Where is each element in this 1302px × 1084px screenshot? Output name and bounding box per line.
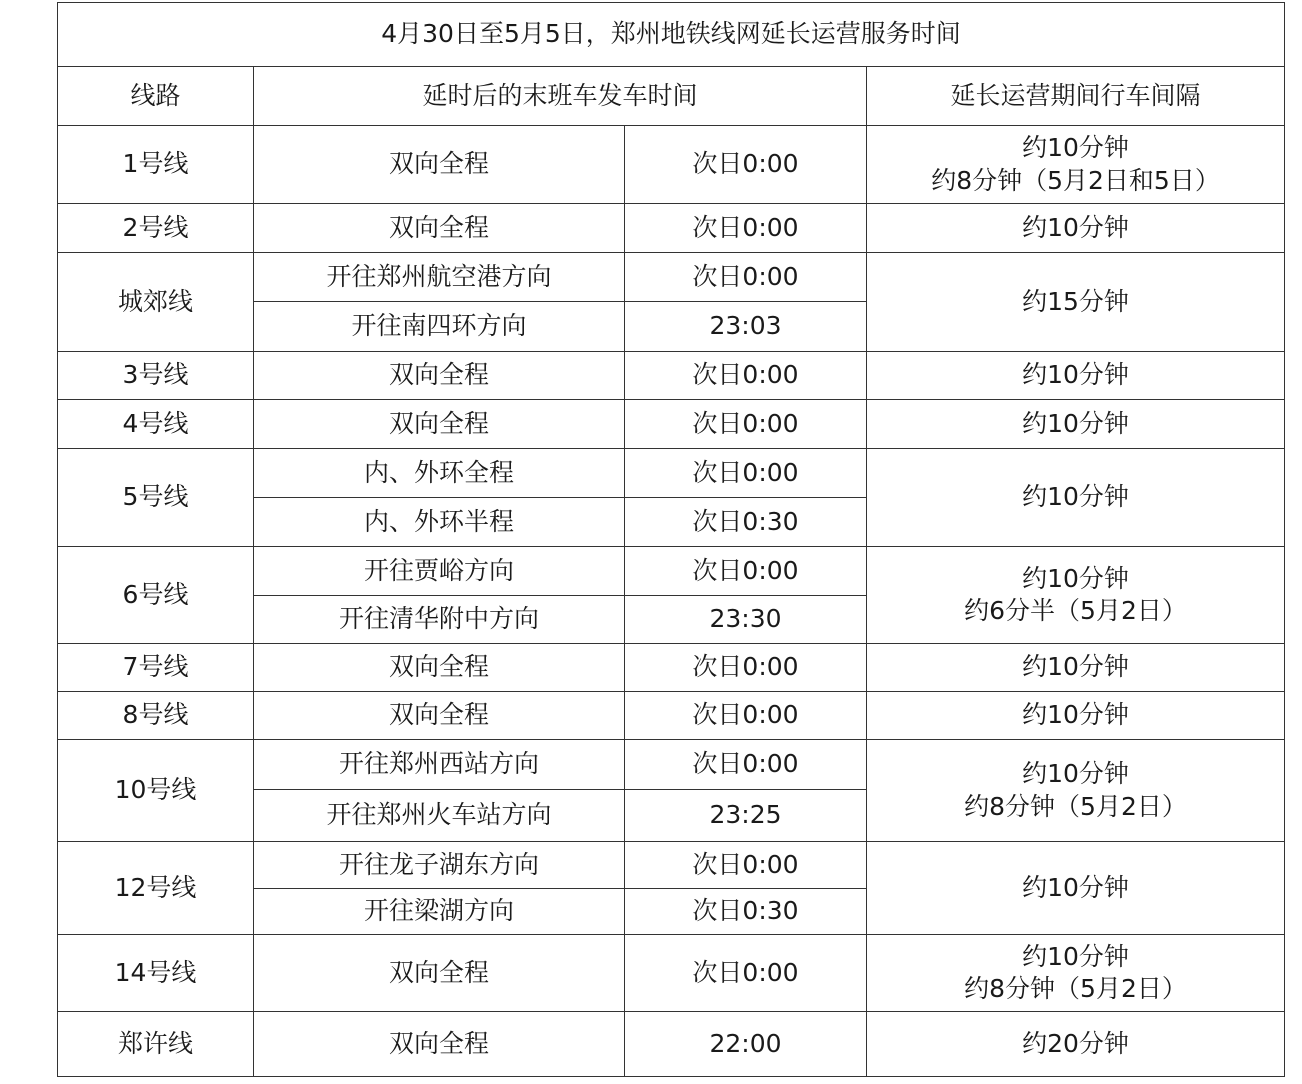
interval-text: 约8分钟（5月2日和5日）	[931, 165, 1220, 195]
interval-text: 约15分钟	[1022, 286, 1129, 316]
interval-text: 约10分钟	[1022, 212, 1129, 242]
line-name: 5号线	[58, 449, 254, 547]
interval-text: 约10分钟	[1022, 133, 1129, 162]
last-train-time: 次日0:30	[625, 498, 867, 547]
interval-text: 约8分钟（5月2日）	[964, 974, 1187, 1003]
interval-cell	[867, 352, 1285, 400]
direction: 开往梁湖方向	[254, 889, 625, 935]
line-name: 8号线	[58, 692, 254, 740]
interval-text: 约10分钟	[1022, 759, 1129, 788]
interval-text: 约10分钟	[1022, 872, 1129, 902]
interval-text: 约10分钟	[1022, 563, 1129, 593]
line-name: 14号线	[58, 935, 254, 1012]
interval-text: 约10分钟	[1022, 360, 1129, 390]
last-train-time: 次日0:00	[625, 126, 867, 204]
interval-text: 约6分半（5月2日）	[964, 596, 1187, 625]
interval-cell	[867, 126, 1285, 204]
last-train-time: 23:30	[625, 596, 867, 644]
table-row	[58, 692, 1285, 740]
interval-text: 约10分钟	[1022, 408, 1129, 438]
line-name: 7号线	[58, 644, 254, 692]
interval-cell	[867, 204, 1285, 253]
direction: 双向全程	[254, 204, 625, 253]
direction: 内、外环半程	[254, 498, 625, 547]
direction: 开往郑州西站方向	[254, 740, 625, 790]
direction: 开往郑州航空港方向	[254, 253, 625, 302]
interval-cell	[867, 400, 1285, 449]
interval-cell	[867, 1012, 1285, 1077]
table-row	[58, 204, 1285, 253]
table-row	[58, 740, 1285, 790]
last-train-time: 次日0:00	[625, 204, 867, 253]
last-train-time: 次日0:30	[625, 889, 867, 935]
direction: 双向全程	[254, 935, 625, 1012]
interval-cell	[867, 692, 1285, 740]
direction: 开往南四环方向	[254, 302, 625, 352]
last-train-time: 次日0:00	[625, 400, 867, 449]
last-train-time: 次日0:00	[625, 842, 867, 889]
header-line: 线路	[58, 67, 254, 126]
table-title: 4月30日至5月5日，郑州地铁线网延长运营服务时间	[58, 3, 1285, 67]
last-train-time: 次日0:00	[625, 740, 867, 790]
direction: 内、外环全程	[254, 449, 625, 498]
direction: 双向全程	[254, 400, 625, 449]
last-train-time: 次日0:00	[625, 352, 867, 400]
interval-cell	[867, 740, 1285, 842]
line-name: 2号线	[58, 204, 254, 253]
interval-cell	[867, 842, 1285, 935]
direction: 开往贾峪方向	[254, 547, 625, 596]
interval-text: 约8分钟（5月2日）	[964, 791, 1187, 821]
line-name: 6号线	[58, 547, 254, 644]
direction: 双向全程	[254, 126, 625, 204]
direction: 双向全程	[254, 644, 625, 692]
line-name: 12号线	[58, 842, 254, 935]
direction: 开往郑州火车站方向	[254, 790, 625, 842]
direction: 双向全程	[254, 352, 625, 400]
interval-cell	[867, 935, 1285, 1012]
line-name: 城郊线	[58, 253, 254, 352]
last-train-time: 23:03	[625, 302, 867, 352]
line-name: 郑许线	[58, 1012, 254, 1077]
line-name: 4号线	[58, 400, 254, 449]
table-row	[58, 449, 1285, 498]
line-name: 3号线	[58, 352, 254, 400]
table-row	[58, 935, 1285, 1012]
interval-cell	[867, 253, 1285, 352]
interval-cell	[867, 449, 1285, 547]
direction: 开往清华附中方向	[254, 596, 625, 644]
interval-text: 约10分钟	[1022, 941, 1129, 971]
interval-cell	[867, 644, 1285, 692]
interval-text: 约10分钟	[1022, 482, 1129, 512]
direction: 双向全程	[254, 1012, 625, 1077]
table-row	[58, 842, 1285, 889]
schedule-table	[57, 2, 1285, 1077]
direction: 双向全程	[254, 692, 625, 740]
last-train-time: 22:00	[625, 1012, 867, 1077]
table-row	[58, 253, 1285, 302]
last-train-time: 次日0:00	[625, 449, 867, 498]
interval-text: 约10分钟	[1022, 652, 1129, 682]
last-train-time: 次日0:00	[625, 935, 867, 1012]
last-train-time: 次日0:00	[625, 644, 867, 692]
line-name: 1号线	[58, 126, 254, 204]
interval-cell	[867, 547, 1285, 644]
interval-text: 约20分钟	[1022, 1028, 1129, 1058]
direction: 开往龙子湖东方向	[254, 842, 625, 889]
header-interval: 延长运营期间行车间隔	[867, 67, 1285, 126]
table-row	[58, 126, 1285, 204]
last-train-time: 次日0:00	[625, 692, 867, 740]
table-row	[58, 352, 1285, 400]
table-row	[58, 644, 1285, 692]
last-train-time: 23:25	[625, 790, 867, 842]
table-row	[58, 400, 1285, 449]
interval-text: 约10分钟	[1022, 700, 1129, 730]
last-train-time: 次日0:00	[625, 547, 867, 596]
table-row	[58, 547, 1285, 596]
table-row	[58, 1012, 1285, 1077]
last-train-time: 次日0:00	[625, 253, 867, 302]
header-last-train: 延时后的末班车发车时间	[254, 67, 867, 126]
line-name: 10号线	[58, 740, 254, 842]
